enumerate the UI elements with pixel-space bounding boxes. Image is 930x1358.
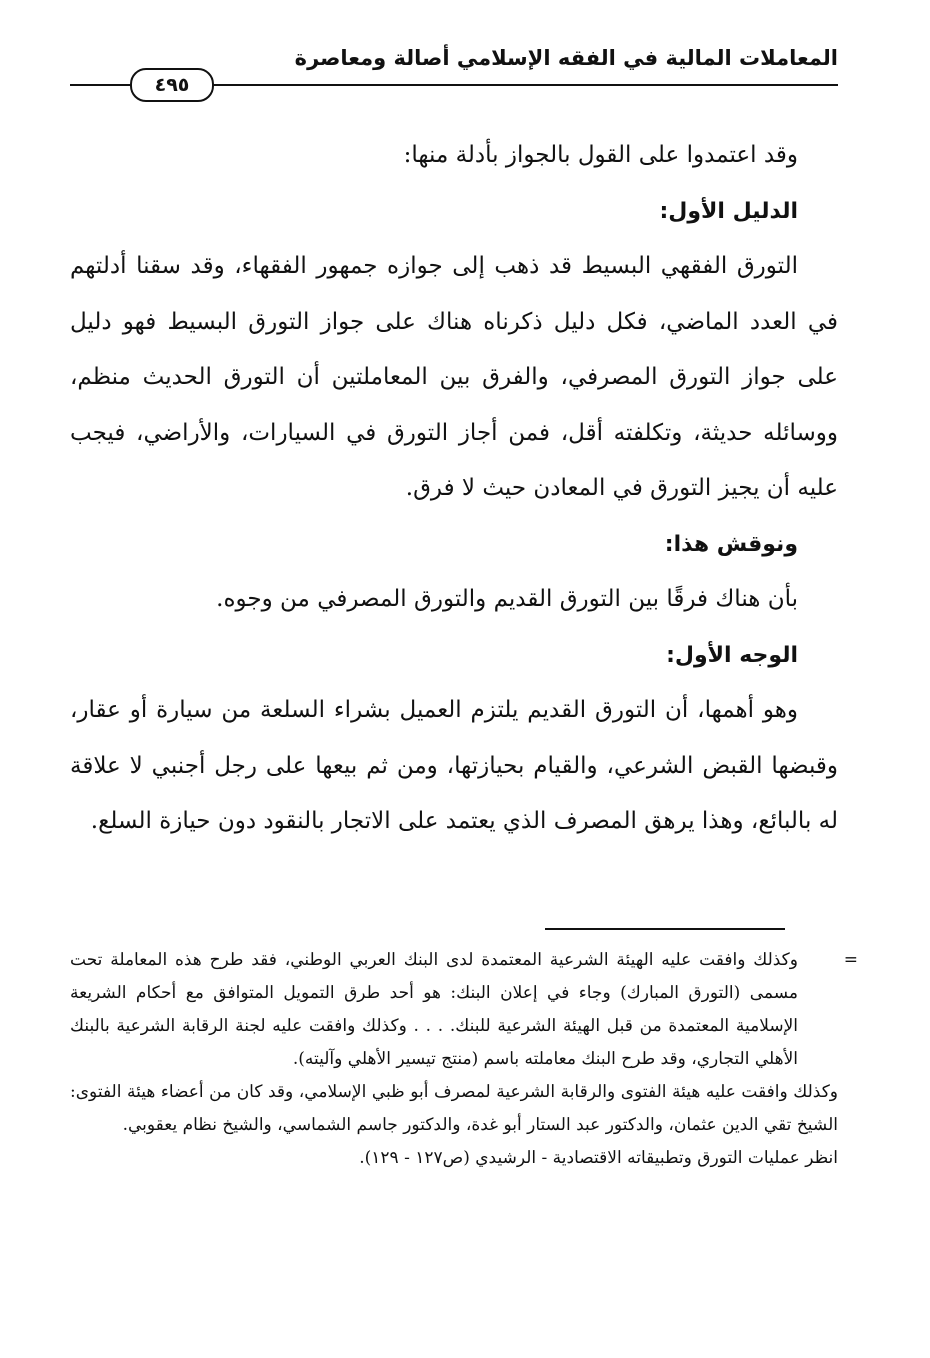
heading-first-aspect: الوجه الأول:	[666, 642, 798, 668]
first-aspect-paragraph: وهو أهمها، أن التورق القديم يلتزم العميل بشراء السلعة من سيارة أو عقار، وقبضها القبض الشرعي، والقيام بحيازتها، ومن ثم بيعها على رجل أجنبي لا علاقة له بالبائع، وهذا يرهق المصرف الذي يعتمد على الاتجار بالنقود دون حيازة السلع.	[70, 697, 838, 834]
footnotes	[70, 944, 858, 1175]
footnote-continuation-marker: =	[843, 950, 858, 970]
first-evidence-paragraph: التورق الفقهي البسيط قد ذهب إلى جوازه جمهور الفقهاء، وقد سقنا أدلتهم في العدد الماضي، فكل دليل ذكرناه هناك على جواز التورق البسيط فهو دليل على جواز التورق المصرفي، والفرق بين المعاملتين أن التورق الحديث منظم، ووسائله حديثة، وتكلفته أقل، فمن أجاز التورق في السيارات، والأراضي، فيجب عليه أن يجيز التورق في المعادن حيث لا فرق.	[70, 253, 838, 501]
footnote-separator	[545, 928, 785, 930]
footnote-text-2: وكذلك وافقت عليه هيئة الفتوى والرقابة الشرعية لمصرف أبو ظبي الإسلامي، وقد كان من أعضاء هيئة الفتوى: الشيخ تقي الدين عثمان، والدكتور عبد الستار أبو غدة، والدكتور جاسم الشماسي، والشيخ نظام يعقوبي.	[70, 1082, 838, 1135]
footnote-continued	[70, 944, 858, 1076]
footnote-reference: انظر عمليات التورق وتطبيقاته الاقتصادية - الرشيدي (ص١٢٧ - ١٢٩).	[359, 1148, 838, 1168]
page-header	[70, 46, 838, 98]
running-title: المعاملات المالية في الفقه الإسلامي أصالة ومعاصرة	[294, 46, 838, 70]
main-text	[70, 128, 838, 850]
footnote-text-1: وكذلك وافقت عليه الهيئة الشرعية المعتمدة لدى البنك العربي الوطني، فقد طرح هذه المعاملة تحت مسمى (التورق المبارك) وجاء في إعلان البنك: هو أحد طرق التمويل المتوافق مع أحكام الشريعة الإسلامية المعتمدة من قبل الهيئة الشرعية للبنك. . . . وكذلك وافقت عليه لجنة الرقابة الشرعية بالبنك الأهلي التجاري، وقد طرح البنك معاملته باسم (منتج تيسير الأهلي وآليته).	[70, 950, 798, 1069]
discussion-paragraph: بأن هناك فرقًا بين التورق القديم والتورق المصرفي من وجوه.	[216, 586, 798, 612]
heading-first-evidence: الدليل الأول:	[659, 198, 798, 224]
heading-discussion: ونوقش هذا:	[664, 531, 798, 557]
intro-paragraph: وقد اعتمدوا على القول بالجواز بأدلة منها:	[403, 142, 798, 168]
page-number: ٤٩٥	[130, 68, 214, 102]
